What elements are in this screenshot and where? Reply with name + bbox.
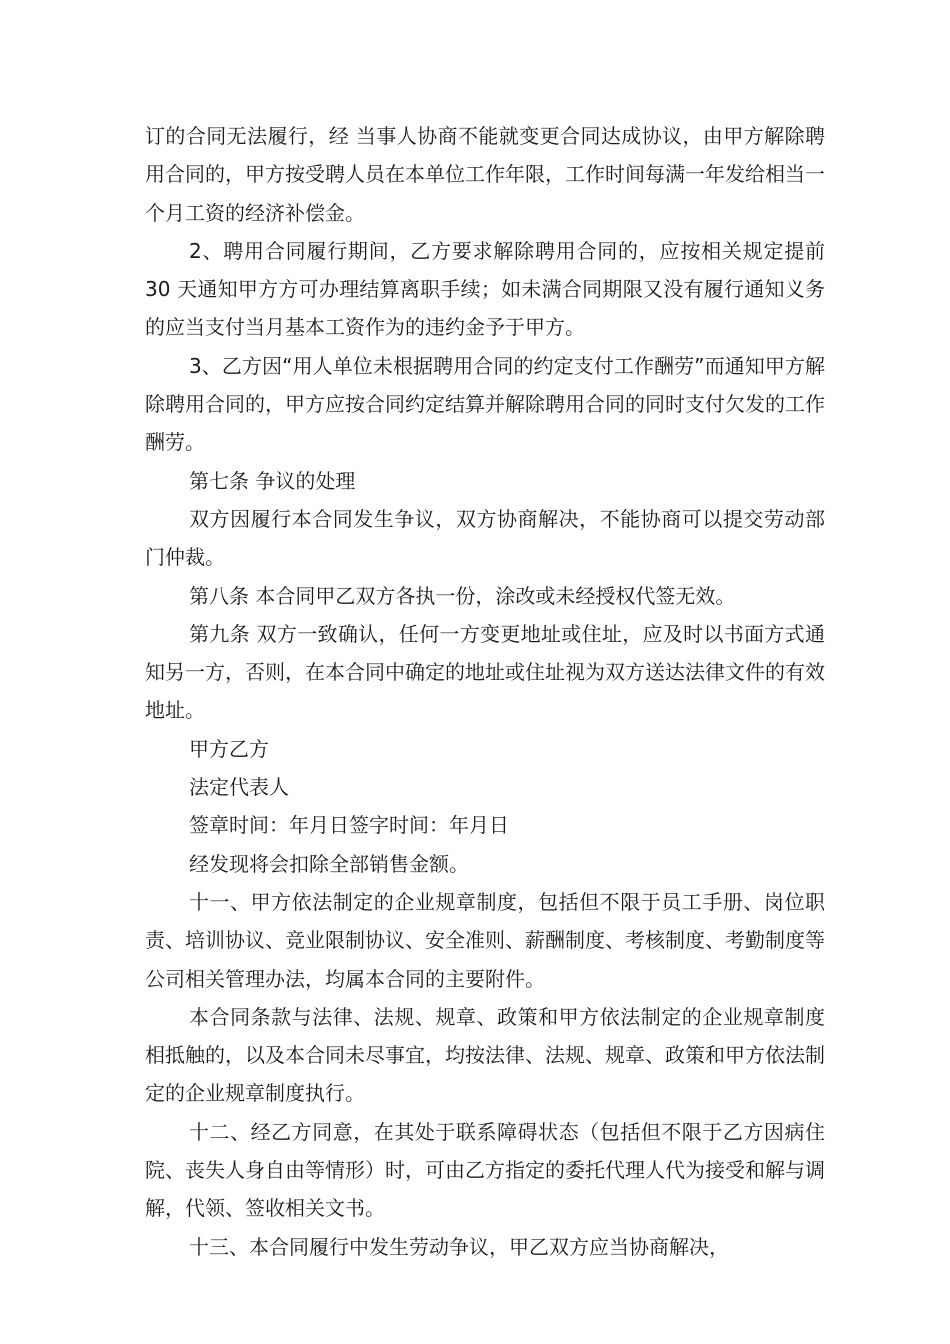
signature-date-line: 签章时间：年月日签字时间：年月日 xyxy=(189,813,509,838)
paragraph: 订的合同无法履行，经 当事人协商不能就变更合同达成协议，由甲方解除聘用合同的，甲方按受聘人员在本单位工作年限，工作时间每满一年发给相当一个月工资的经济补偿金。 xyxy=(145,124,825,225)
paragraph: 第八条 本合同甲乙双方各执一份，涂改或未经授权代签无效。 xyxy=(189,583,736,608)
section-heading: 第七条 争议的处理 xyxy=(189,468,356,493)
signature-party-line: 甲方乙方 xyxy=(189,736,269,761)
document-body xyxy=(145,117,825,1266)
paragraph: 3、乙方因“用人单位未根据聘用合同的约定支付工作酬劳”而通知甲方解除聘用合同的，甲方应按合同约定结算并解除聘用合同的同时支付欠发的工作酬劳。 xyxy=(145,353,825,455)
paragraph: 2、聘用合同履行期间，乙方要求解除聘用合同的，应按相关规定提前 30 天通知甲方方可办理结算离职手续；如未满合同期限又没有履行通知义务的应当支付当月基本工资作为的违约金予于甲方。 xyxy=(145,238,825,340)
paragraph: 十三、本合同履行中发生劳动争议，甲乙双方应当协商解决， xyxy=(189,1234,729,1259)
paragraph: 十一、甲方依法制定的企业规章制度，包括但不限于员工手册、岗位职责、培训协议、竞业限制协议、安全准则、薪酬制度、考核制度、考勤制度等公司相关管理办法，均属本合同的主要附件。 xyxy=(145,889,825,991)
paragraph: 第九条 双方一致确认，任何一方变更地址或住址，应及时以书面方式通知另一方，否则，在本合同中确定的地址或住址视为双方送达法律文件的有效地址。 xyxy=(145,621,825,723)
paragraph: 十二、经乙方同意，在其处于联系障碍状态（包括但不限于乙方因病住院、丧失人身自由等情形）时，可由乙方指定的委托代理人代为接受和解与调解，代领、签收相关文书。 xyxy=(145,1119,825,1221)
paragraph: 双方因履行本合同发生争议，双方协商解决，不能协商可以提交劳动部门仲裁。 xyxy=(145,506,825,570)
paragraph: 本合同条款与法律、法规、规章、政策和甲方依法制定的企业规章制度相抵触的，以及本合同未尽事宜，均按法律、法规、规章、政策和甲方依法制定的企业规章制度执行。 xyxy=(145,1004,825,1106)
legal-representative-line: 法定代表人 xyxy=(189,775,289,800)
paragraph: 经发现将会扣除全部销售金额。 xyxy=(189,851,469,876)
